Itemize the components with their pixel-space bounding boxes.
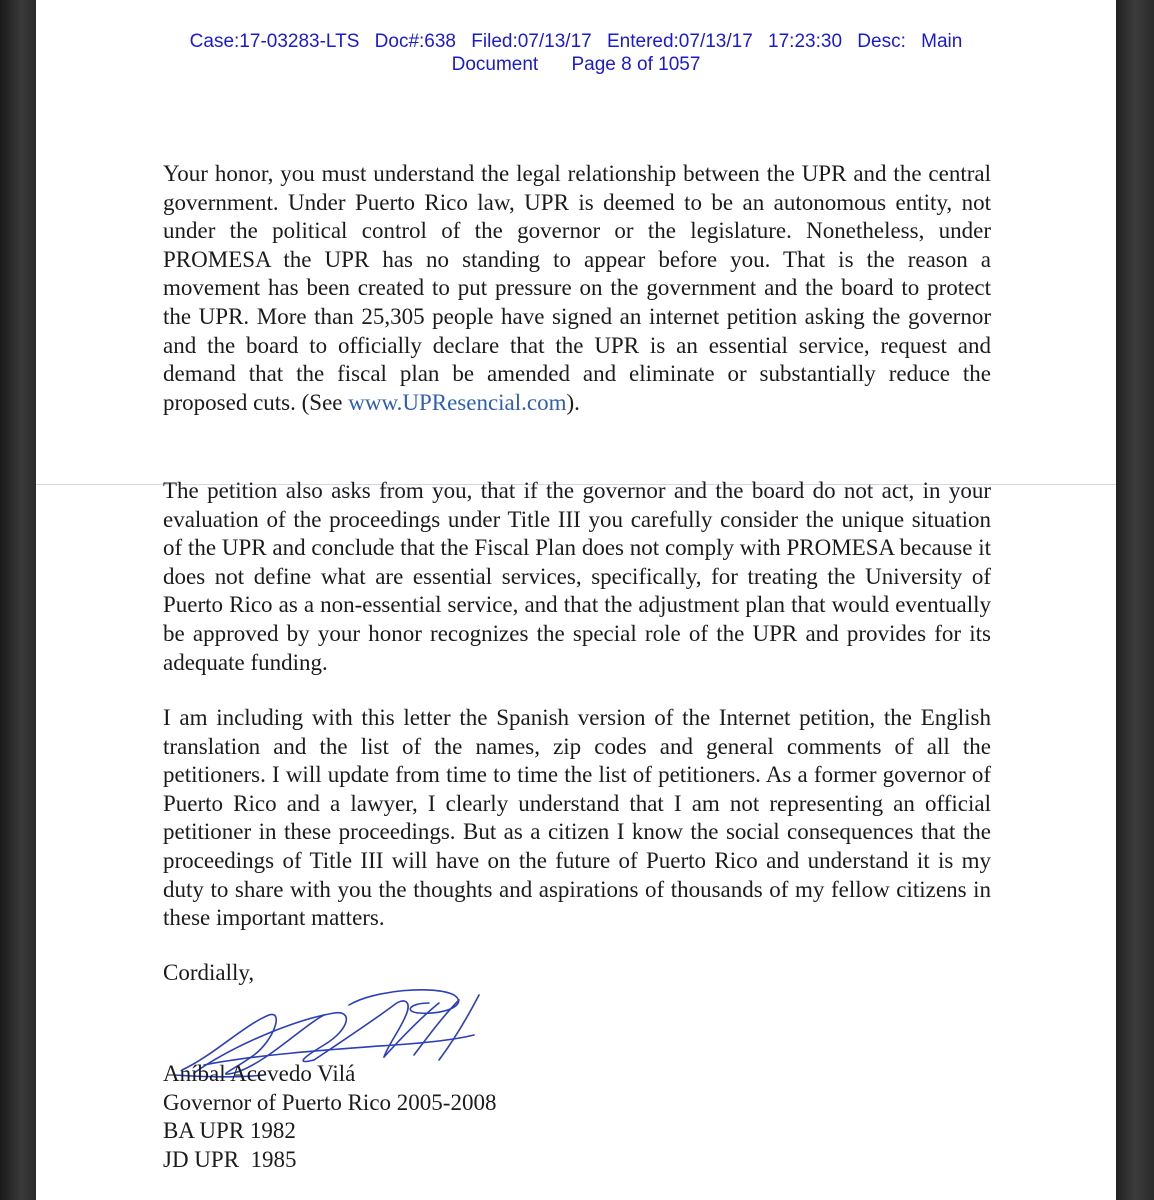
header-line-1 xyxy=(36,30,1116,53)
scan-left-edge xyxy=(0,0,36,1200)
signature-block xyxy=(163,1060,496,1174)
doc-number: Doc#:638 xyxy=(374,31,456,52)
court-filing-header xyxy=(36,30,1116,76)
paragraph-1-text: Your honor, you must understand the legal relationship between the UPR and the central government. Under Puerto Rico law, UPR is deemed to be an autonomous entity, not under the political control of the governor or the legislature. Nonetheless, under PROMESA the UPR has no standing to appear before you. That is the reason a movement has been created to put pressure on the government and the board to protect the UPR. More than 25,305 people have signed an internet petition asking the governor and the board to officially declare that the UPR is an essential service, request and demand that the fiscal plan be amended and eliminate or substantially reduce the proposed cuts. (See xyxy=(163,161,991,415)
paragraph-1-end: ). xyxy=(566,389,580,415)
signer-name: Aníbal Acevedo Vilá xyxy=(163,1061,356,1086)
signer-degree-jd: JD UPR 1985 xyxy=(163,1146,297,1172)
paragraph-1 xyxy=(163,160,991,417)
entered-date: Entered:07/13/17 17:23:30 xyxy=(606,31,843,52)
case-number: Case:17-03283-LTS xyxy=(189,31,360,52)
signer-title: Governor of Puerto Rico 2005-2008 xyxy=(163,1089,497,1115)
scan-right-edge xyxy=(1116,0,1154,1200)
page-indicator: Page 8 of 1057 xyxy=(571,54,701,75)
document-label: Document xyxy=(451,54,539,75)
document-page xyxy=(36,0,1116,1200)
upresencial-link[interactable]: www.UPResencial.com xyxy=(348,389,567,415)
paragraph-3: I am including with this letter the Spanish version of the Internet petition, the English translation and the list of the names, zip codes and general comments of all the petitioners. I will update from time to time the list of petitioners. As a former governor of Puerto Rico and a lawyer, I clearly understand that I am not representing an official petitioner in these proceedings. But as a citizen I know the social consequences that the proceedings of Title III will have on the future of Puerto Rico and understand it is my duty to share with you the thoughts and aspirations of thousands of my fellow citizens in these important matters. xyxy=(163,705,991,931)
signer-degree-ba: BA UPR 1982 xyxy=(163,1118,296,1144)
description: Desc: Main xyxy=(857,31,963,52)
closing-salutation: Cordially, xyxy=(163,960,255,985)
paragraph-2: The petition also asks from you, that if the governor and the board do not act, in your evaluation of the proceedings under Title III you carefully consider the unique situation of the UPR and conclude that the Fiscal Plan does not comply with PROMESA because it does not define what are essential services, specifically, for treating the University of Puerto Rico as a non-essential service, and that the adjustment plan that would eventually be approved by your honor recognizes the special role of the UPR and provides for its adequate funding. xyxy=(163,478,991,675)
header-line-2 xyxy=(36,53,1116,76)
filed-date: Filed:07/13/17 xyxy=(471,31,592,52)
